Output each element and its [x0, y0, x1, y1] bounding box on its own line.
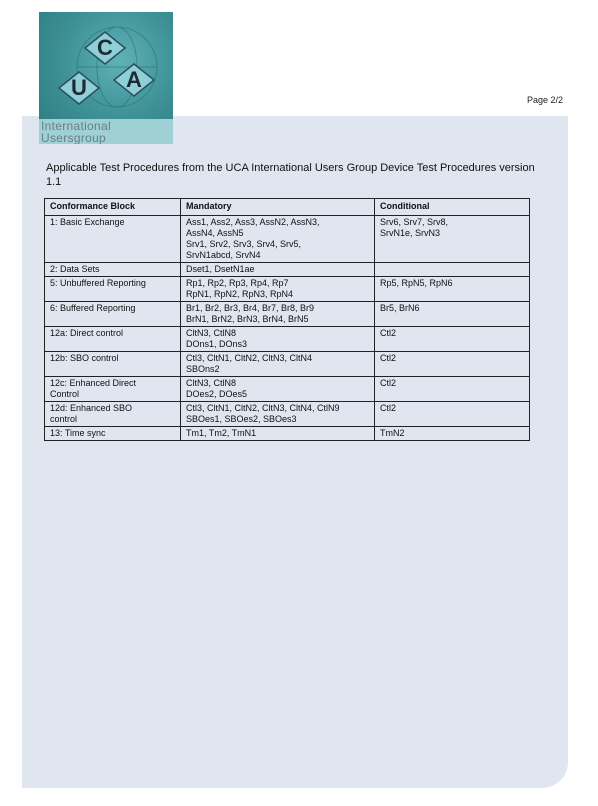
- cell-conditional: [375, 277, 530, 302]
- uca-logo: [39, 12, 173, 144]
- logo-letter-a: A: [126, 67, 142, 92]
- cell-mandatory: [181, 327, 375, 352]
- header-mandatory: Mandatory: [181, 199, 375, 216]
- header-conditional: Conditional: [375, 199, 530, 216]
- cell-line: 12b: SBO control: [50, 353, 119, 363]
- cell-line: 12a: Direct control: [50, 328, 124, 338]
- page-number: Page 2/2: [527, 95, 564, 105]
- cell-line: DOns1, DOns3: [186, 339, 248, 349]
- table-row: [45, 263, 530, 277]
- cell-conditional: [375, 327, 530, 352]
- cell-line: CltN3, CtlN8: [186, 378, 237, 388]
- table-header-row: [45, 199, 530, 216]
- cell-mandatory: [181, 302, 375, 327]
- cell-block: [45, 263, 181, 277]
- cell-line: 12d: Enhanced SBO: [50, 403, 133, 413]
- cell-block: [45, 377, 181, 402]
- cell-line: 2: Data Sets: [50, 264, 100, 274]
- cell-line: TmN2: [380, 428, 405, 438]
- cell-line: Srv6, Srv7, Srv8,: [380, 217, 449, 227]
- cell-block: [45, 427, 181, 441]
- cell-line: Dset1, DsetN1ae: [186, 264, 255, 274]
- cell-mandatory: [181, 352, 375, 377]
- cell-line: Ctl2: [380, 378, 397, 388]
- cell-line: 5: Unbuffered Reporting: [50, 278, 146, 288]
- cell-line: control: [50, 414, 78, 424]
- cell-line: 12c: Enhanced Direct: [50, 378, 137, 388]
- cell-conditional: [375, 352, 530, 377]
- cell-line: RpN1, RpN2, RpN3, RpN4: [186, 289, 294, 299]
- cell-line: DOes2, DOes5: [186, 389, 248, 399]
- cell-line: Br1, Br2, Br3, Br4, Br7, Br8, Br9: [186, 303, 315, 313]
- cell-line: 13: Time sync: [50, 428, 106, 438]
- test-procedures-table: [44, 198, 530, 441]
- cell-conditional: [375, 377, 530, 402]
- cell-line: Ctl3, CltN1, CltN2, CltN3, CltN4: [186, 353, 313, 363]
- cell-line: 1: Basic Exchange: [50, 217, 125, 227]
- cell-block: [45, 352, 181, 377]
- table-row: [45, 427, 530, 441]
- table-row: [45, 402, 530, 427]
- cell-line: Ctl2: [380, 403, 397, 413]
- logo-wordmark-line1: International: [41, 119, 111, 133]
- cell-mandatory: [181, 427, 375, 441]
- cell-conditional: [375, 402, 530, 427]
- logo-letter-c: C: [97, 35, 113, 60]
- cell-line: Br5, BrN6: [380, 303, 420, 313]
- cell-line: Ctl2: [380, 328, 397, 338]
- cell-mandatory: [181, 277, 375, 302]
- logo-diamond-graphic: [39, 12, 173, 119]
- cell-line: BrN1, BrN2, BrN3, BrN4, BrN5: [186, 314, 309, 324]
- cell-conditional: [375, 216, 530, 263]
- cell-block: [45, 327, 181, 352]
- cell-mandatory: [181, 263, 375, 277]
- table-row: [45, 352, 530, 377]
- table-row: [45, 302, 530, 327]
- cell-line: Ctl2: [380, 353, 397, 363]
- cell-mandatory: [181, 402, 375, 427]
- cell-line: Control: [50, 389, 80, 399]
- cell-line: Rp1, Rp2, Rp3, Rp4, Rp7: [186, 278, 289, 288]
- table-body: [45, 216, 530, 441]
- cell-line: 6: Buffered Reporting: [50, 303, 136, 313]
- cell-line: SBOes1, SBOes2, SBOes3: [186, 414, 297, 424]
- cell-line: Ass1, Ass2, Ass3, AssN2, AssN3,: [186, 217, 320, 227]
- cell-line: Tm1, Tm2, TmN1: [186, 428, 257, 438]
- cell-line: SrvN1abcd, SrvN4: [186, 250, 261, 260]
- cell-line: Rp5, RpN5, RpN6: [380, 278, 453, 288]
- table-row: [45, 216, 530, 263]
- logo-wordmark-line2: Usersgroup: [41, 131, 107, 144]
- cell-conditional: [375, 263, 530, 277]
- table-row: [45, 377, 530, 402]
- document-heading: Applicable Test Procedures from the UCA International Users Group Device Test Procedures version 1.1: [46, 162, 535, 188]
- cell-line: Srv1, Srv2, Srv3, Srv4, Srv5,: [186, 239, 302, 249]
- cell-conditional: [375, 302, 530, 327]
- cell-block: [45, 302, 181, 327]
- header-conformance-block: Conformance Block: [45, 199, 181, 216]
- cell-block: [45, 402, 181, 427]
- logo-letter-u: U: [71, 75, 87, 100]
- cell-block: [45, 216, 181, 263]
- logo-wordmark: [39, 119, 173, 144]
- cell-line: AssN4, AssN5: [186, 228, 244, 238]
- table-row: [45, 327, 530, 352]
- cell-line: CltN3, CtlN8: [186, 328, 237, 338]
- cell-line: SrvN1e, SrvN3: [380, 228, 441, 238]
- cell-line: Ctl3, CltN1, CltN2, CltN3, CltN4, CtlN9: [186, 403, 340, 413]
- cell-mandatory: [181, 377, 375, 402]
- cell-mandatory: [181, 216, 375, 263]
- cell-block: [45, 277, 181, 302]
- cell-conditional: [375, 427, 530, 441]
- table-row: [45, 277, 530, 302]
- cell-line: SBOns2: [186, 364, 220, 374]
